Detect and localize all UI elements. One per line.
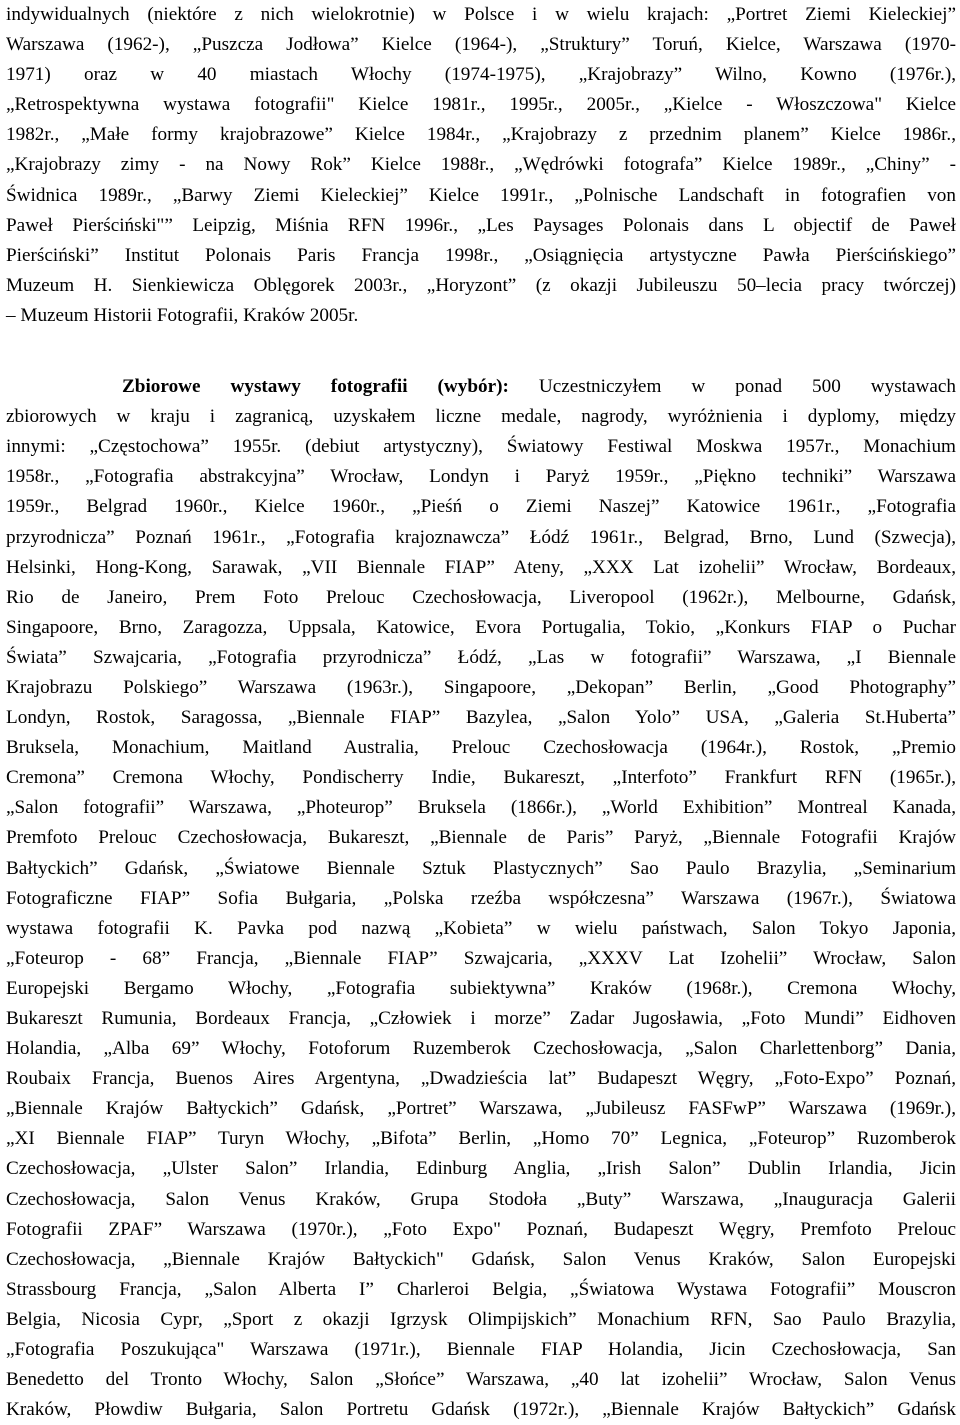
text-line: zbiorowych w kraju i zagranicą, uzyskałem liczne medale, nagrody, wyróżnienia i dyplomy, między — [6, 406, 956, 428]
text-line: Czechosłowacja, „Ulster Salon” Irlandia, Edinburg Anglia, „Irish Salon” Dublin Irlandia, Jicin — [6, 1158, 956, 1180]
text-line: Europejski Bergamo Włochy, „Fotografia subiektywna” Kraków (1968r.), Cremona Włochy, — [6, 977, 956, 999]
text-line: „Salon fotografii” Warszawa, „Photeurop” Bruksela (1866r.), „World Exhibition” Montreal Kanada, — [6, 797, 956, 819]
text-line: – Muzeum Historii Fotografii, Kraków 2005r. — [6, 304, 359, 326]
paragraph-solo-exhibitions — [6, 0, 956, 331]
text-line: Bałtyckich” Gdańsk, „Światowe Biennale Sztuk Plastycznych” Sao Paulo Brazylia, „Seminarium — [6, 857, 956, 879]
document-page — [6, 0, 956, 1425]
paragraph-gap — [6, 331, 956, 372]
text-line: Fotograficzne FIAP” Sofia Bułgaria, „Polska rzeźba współczesna” Warszawa (1967r.), Światowa — [6, 887, 956, 909]
text-line: Strassbourg Francja, „Salon Alberta I” Charleroi Belgia, „Światowa Wystawa Fotografii” Mouscron — [6, 1278, 956, 1300]
text-line: Premfoto Prelouc Czechosłowacja, Bukareszt, „Biennale de Paris” Paryż, „Biennale Fotografii Krajów — [6, 827, 956, 849]
text-line: Świdnica 1989r., „Barwy Ziemi Kieleckiej” Kielce 1991r., „Polnische Landschaft in fotografien von — [6, 184, 956, 206]
text-line: Holandia, „Alba 69” Włochy, Fotoforum Ruzemberok Czechosłowacja, „Salon Charlettenborg” Dania, — [6, 1038, 956, 1060]
heading-continuation: Uczestniczyłem w ponad 500 wystawach — [508, 376, 956, 398]
text-line: Cremona” Cremona Włochy, Pondischerry Indie, Bukareszt, „Interfoto” Frankfurt RFN (1965r.), — [6, 767, 956, 789]
text-line: przyrodnicza” Poznań 1961r., „Fotografia krajoznawcza” Łódź 1961r., Belgrad, Brno, Lund (Szwecja), — [6, 526, 956, 548]
text-line: Roubaix Francja, Buenos Aires Argentyna, „Dwadzieścia lat” Budapeszt Węgry, „Foto-Expo” Poznań, — [6, 1068, 956, 1090]
text-line: 1958r., „Fotografia abstrakcyjna” Wrocław, Londyn i Paryż 1959r., „Piękno techniki” Warszawa — [6, 466, 956, 488]
text-line: Bruksela, Monachium, Maitland Australia, Prelouc Czechosłowacja (1964r.), Rostok, „Premio — [6, 737, 956, 759]
text-line: Londyn, Rostok, Saragossa, „Biennale FIAP” Bazylea, „Salon Yolo” USA, „Galeria St.Huberta” — [6, 707, 956, 729]
text-line — [6, 372, 956, 402]
text-line: 1982r., „Małe formy krajobrazowe” Kielce 1984r., „Krajobrazy z przednim planem” Kielce 1986r., — [6, 124, 956, 146]
text-line: Helsinki, Hong-Kong, Sarawak, „VII Biennale FIAP” Ateny, „XXX Lat izohelii” Wrocław, Bordeaux, — [6, 556, 956, 578]
text-line: „Krajobrazy zimy - na Nowy Rok” Kielce 1988r., „Wędrówki fotografa” Kielce 1989r., „Chiny” - — [6, 154, 956, 176]
text-line: „Retrospektywna wystawa fotografii" Kielce 1981r., 1995r., 2005r., „Kielce - Włoszczowa" Kielce — [6, 94, 956, 116]
text-line: 1959r., Belgrad 1960r., Kielce 1960r., „Pieśń o Ziemi Naszej” Katowice 1961r., „Fotografia — [6, 496, 956, 518]
text-line: innymi: „Częstochowa” 1955r. (debiut artystyczny), Światowy Festiwal Moskwa 1957r., Monachium — [6, 436, 956, 458]
text-line: Belgia, Nicosia Cypr, „Sport z okazji Igrzysk Olimpijskich” Monachium RFN, Sao Paulo Brazylia, — [6, 1308, 956, 1330]
text-line: Singapoore, Brno, Zaragozza, Uppsala, Katowice, Evora Portugalia, Tokio, „Konkurs FIAP o Puchar — [6, 616, 956, 638]
text-line: Czechosłowacja, „Biennale Krajów Bałtyckich" Gdańsk, Salon Venus Kraków, Salon Europejski — [6, 1248, 956, 1270]
text-line: Rio de Janeiro, Prem Foto Prelouc Czechosłowacja, Liveropool (1962r.), Melbourne, Gdańsk, — [6, 586, 956, 608]
text-line: Pierściński” Institut Polonais Paris Francja 1998r., „Osiągnięcia artystyczne Pawła Pierścińskiego” — [6, 244, 956, 266]
text-line: Paweł Pierściński"” Leipzig, Miśnia RFN 1996r., „Les Paysages Polonais dans L objectif de Paweł — [6, 214, 956, 236]
section-heading: Zbiorowe wystawy fotografii (wybór): — [122, 376, 509, 398]
text-line: Krajobrazu Polskiego” Warszawa (1963r.), Singapoore, „Dekopan” Berlin, „Good Photography” — [6, 676, 956, 698]
text-line: Kraków, Płowdiw Bułgaria, Salon Portretu Gdańsk (1972r.), „Biennale Krajów Bałtyckich” Gdańsk — [6, 1399, 956, 1421]
text-line: „Fotografia Poszukująca" Warszawa (1971r.), Biennale FIAP Holandia, Jicin Czechosłowacja, San — [6, 1339, 956, 1361]
text-line: Benedetto del Tronto Włochy, Salon „Słońce” Warszawa, „40 lat izohelii” Wrocław, Salon Venus — [6, 1369, 956, 1391]
text-line: Muzeum H. Sienkiewicza Oblęgorek 2003r., „Horyzont” (z okazji Jubileuszu 50–lecia pracy twórczej) — [6, 274, 956, 296]
paragraph-group-exhibitions — [6, 372, 956, 1425]
text-line: Warszawa (1962-), „Puszcza Jodłowa” Kielce (1964-), „Struktury” Toruń, Kielce, Warszawa (1970- — [6, 34, 956, 56]
text-line: Fotografii ZPAF” Warszawa (1970r.), „Foto Expo" Poznań, Budapeszt Węgry, Premfoto Prelouc — [6, 1218, 956, 1240]
text-line: „Biennale Krajów Bałtyckich” Gdańsk, „Portret” Warszawa, „Jubileusz FASFwP” Warszawa (1969r.), — [6, 1098, 956, 1120]
text-line: Czechosłowacja, Salon Venus Kraków, Grupa Stodoła „Buty” Warszawa, „Inauguracja Galerii — [6, 1188, 956, 1210]
text-line: 1971) oraz w 40 miastach Włochy (1974-1975), „Krajobrazy” Wilno, Kowno (1976r.), — [6, 64, 956, 86]
text-line: wystawa fotografii K. Pavka pod nazwą „Kobieta” w wielu państwach, Salon Tokyo Japonia, — [6, 917, 956, 939]
text-line: „XI Biennale FIAP” Turyn Włochy, „Bifota” Berlin, „Homo 70” Legnica, „Foteurop” Ruzomberok — [6, 1128, 956, 1150]
text-line: „Foteurop - 68” Francja, „Biennale FIAP” Szwajcaria, „XXXV Lat Izohelii” Wrocław, Salon — [6, 947, 956, 969]
text-line: Bukareszt Rumunia, Bordeaux Francja, „Człowiek i morze” Zadar Jugosławia, „Foto Mundi” Eidhoven — [6, 1008, 956, 1029]
text-line: indywidualnych (niektóre z nich wielokrotnie) w Polsce i w wielu krajach: „Portret Ziemi Kieleckiej” — [6, 4, 956, 25]
text-line: Świata” Szwajcaria, „Fotografia przyrodnicza” Łódź, „Las w fotografii” Warszawa, „I Biennale — [6, 646, 956, 668]
